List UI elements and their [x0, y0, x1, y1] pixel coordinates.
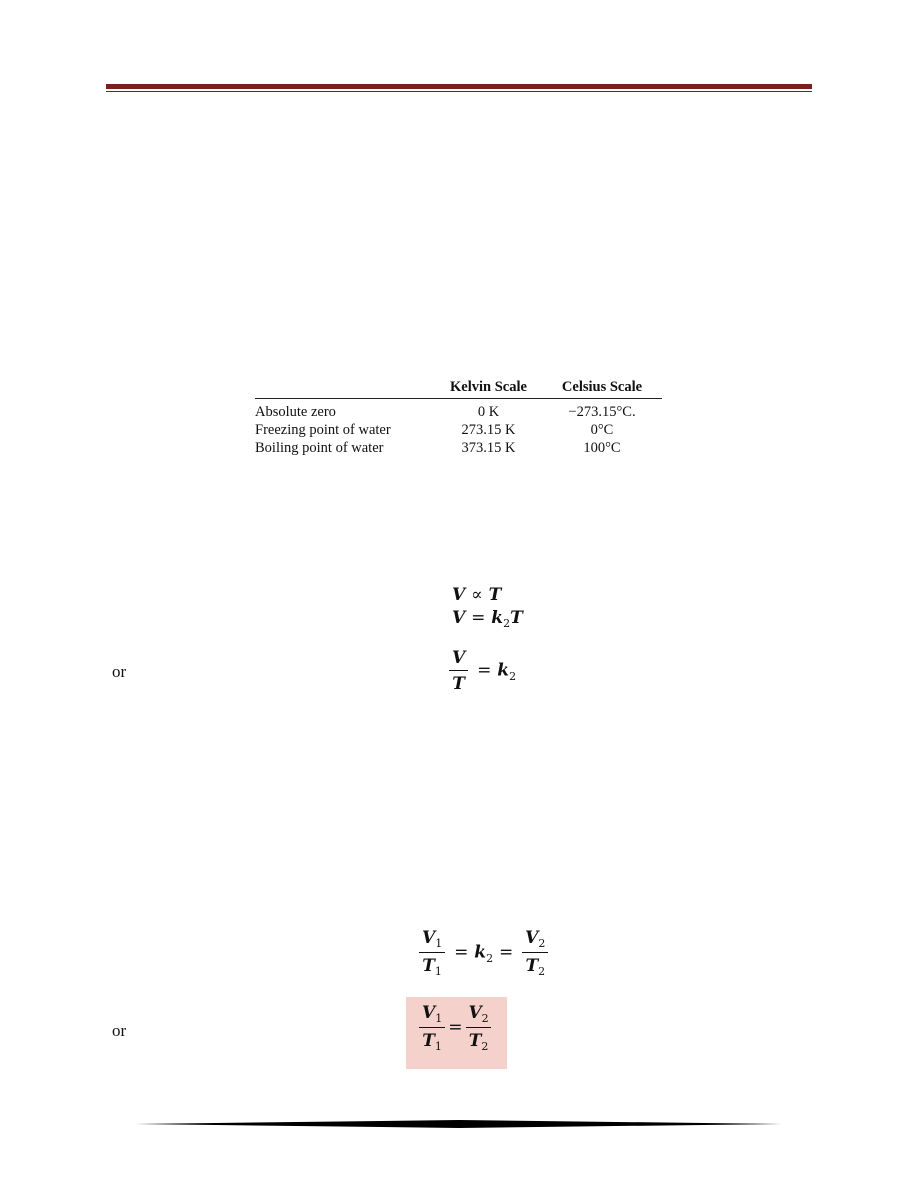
table-row [255, 421, 662, 439]
eq4-fraction-1 [419, 928, 445, 978]
row-label: Absolute zero [255, 404, 336, 420]
eq4-v1: V [422, 928, 436, 948]
footer-rule [136, 1120, 782, 1128]
row-celsius: 100°C [583, 440, 621, 456]
eq3-fraction [449, 648, 468, 694]
eq2-t: T [510, 608, 523, 628]
eq3-k: k [497, 660, 510, 681]
eq5-t2-sub: 2 [481, 1040, 489, 1053]
eq1-op: ∝ [471, 585, 483, 605]
eq5-t1: T [422, 1031, 435, 1051]
eq3-k-sub: 2 [509, 669, 517, 683]
eq5-fraction-1 [419, 1003, 445, 1053]
eq1-rhs: T [488, 585, 502, 605]
eq4-t1: T [422, 956, 435, 976]
eq4-v2-sub: 2 [538, 937, 546, 950]
row-kelvin: 373.15 K [461, 440, 516, 456]
eq5-t1-sub: 1 [434, 1040, 442, 1053]
table-header-row [255, 378, 662, 399]
or-label: or [112, 662, 127, 681]
row-celsius: −273.15°C. [568, 404, 636, 420]
header-rule-thin [106, 91, 812, 92]
eq4-t2: T [525, 956, 539, 976]
equation-ratio [446, 648, 516, 694]
footer-rule-shape [136, 1120, 782, 1128]
or-label-2: or [112, 1021, 127, 1040]
eq4-k-sub: 2 [486, 951, 494, 965]
table-header-kelvin: Kelvin Scale [450, 379, 527, 395]
eq3-den: T [449, 670, 468, 694]
eq5-v2: V [468, 1003, 482, 1023]
row-label: Freezing point of water [255, 422, 391, 438]
table-header-empty [255, 378, 435, 398]
equation-proportional [452, 584, 501, 606]
eq2-eq: = [471, 608, 486, 628]
table-body [255, 399, 662, 457]
eq4-v2: V [525, 928, 539, 948]
temperature-scale-table [255, 378, 662, 457]
table-row [255, 403, 662, 421]
table-header-celsius: Celsius Scale [561, 379, 643, 395]
eq4-t2-sub: 2 [538, 965, 546, 978]
eq5-fraction-2 [465, 1003, 491, 1053]
eq1-lhs: V [452, 585, 466, 605]
eq4-k: k [474, 942, 487, 963]
eq5-t2: T [468, 1031, 482, 1051]
eq2-k-sub: 2 [503, 617, 511, 630]
charles-law-highlight-box: $\frac{V_1}{T_1}$ = $\frac{V_2}{T_2}$ [406, 997, 507, 1069]
equation-two-states: $\frac{V_1}{T_1}$ = $k_2$ = $\frac{V_2}{T_2}$ [416, 928, 551, 978]
eq4-fraction-2 [522, 928, 548, 978]
eq5-v2-sub: 2 [481, 1012, 489, 1025]
eq5-v1-sub: 1 [435, 1012, 443, 1025]
eq3-eq: = [477, 660, 492, 681]
row-kelvin: 0 K [477, 404, 500, 420]
eq4-t1-sub: 1 [434, 965, 442, 978]
header-rule [106, 84, 812, 89]
eq2-lhs: V [452, 608, 466, 628]
eq2-k: k [491, 608, 504, 628]
row-label: Boiling point of water [255, 440, 384, 456]
table-row [255, 439, 662, 457]
eq3-num: V [452, 648, 466, 668]
equation-constant [452, 607, 523, 631]
eq5-v1: V [422, 1003, 436, 1023]
row-kelvin: 273.15 K [461, 422, 516, 438]
eq4-v1-sub: 1 [435, 937, 443, 950]
row-celsius: 0°C [590, 422, 614, 438]
